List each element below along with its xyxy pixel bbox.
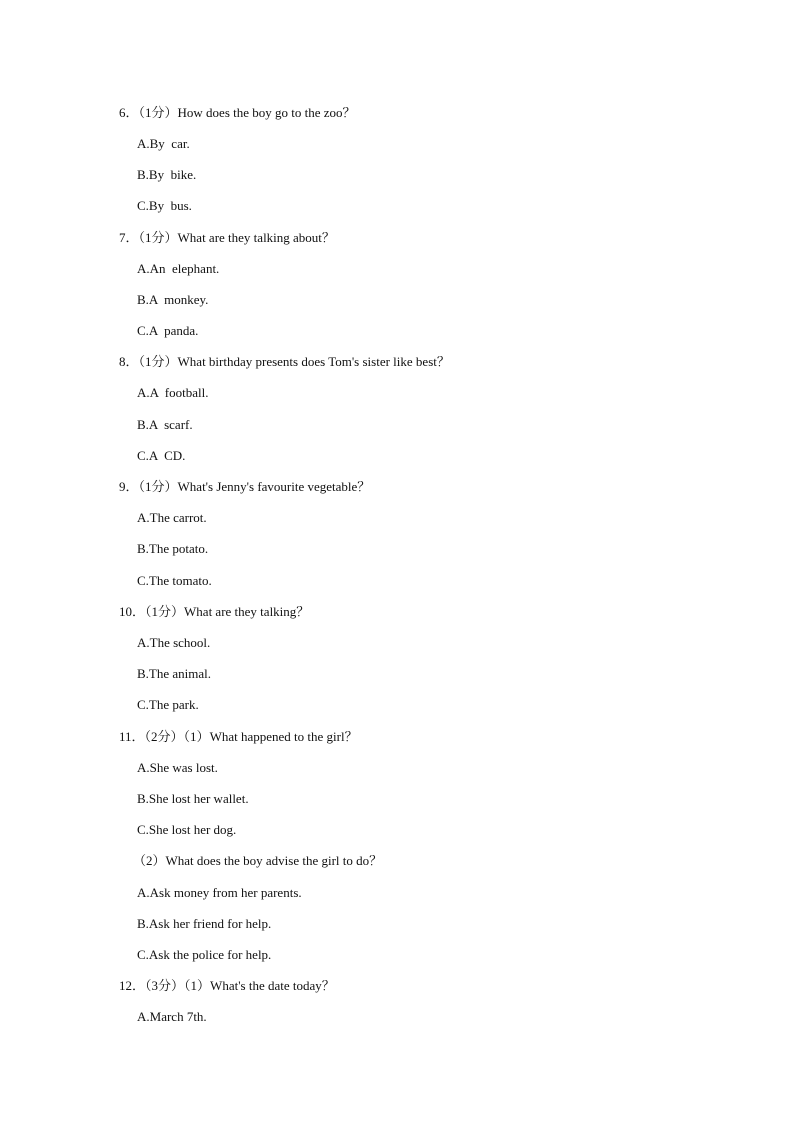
option-a: A.She was lost. xyxy=(137,760,218,775)
sub-question-number: （2） xyxy=(133,853,166,868)
question-6 xyxy=(119,105,356,121)
question-10 xyxy=(119,604,309,620)
option-a: A.A football. xyxy=(137,385,209,400)
question-score: （3分） xyxy=(145,978,185,993)
question-score: （1分） xyxy=(138,230,178,245)
question-score: （1分） xyxy=(138,105,178,120)
option-b: B.A monkey. xyxy=(137,292,209,307)
sub-question-number: （1） xyxy=(184,978,211,993)
question-text: How does the boy go to the zoo？ xyxy=(177,105,356,120)
question-score: （1分） xyxy=(138,354,178,369)
option-b: B.She lost her wallet. xyxy=(137,791,249,806)
option-a: A.The school. xyxy=(137,635,211,650)
question-text: What birthday presents does Tom's sister like best？ xyxy=(177,354,450,369)
option-c: C.The tomato. xyxy=(137,573,212,588)
option-c: C.She lost her dog. xyxy=(137,822,237,837)
question-text: What are they talking about？ xyxy=(177,230,335,245)
question-number: 7． xyxy=(119,230,139,245)
option-b: B.The animal. xyxy=(137,666,212,681)
option-a: A.The carrot. xyxy=(137,510,207,525)
question-number: 6． xyxy=(119,105,139,120)
option-c: C.By bus. xyxy=(137,198,192,213)
question-11 xyxy=(119,729,358,745)
question-9 xyxy=(119,479,370,495)
option-c: C.The park. xyxy=(137,697,199,712)
question-text: What's Jenny's favourite vegetable？ xyxy=(177,479,371,494)
option-b: B.Ask her friend for help. xyxy=(137,916,272,931)
question-12 xyxy=(119,978,335,994)
question-score: （1分） xyxy=(145,604,185,619)
question-number: 9． xyxy=(119,479,139,494)
question-number: 12． xyxy=(119,978,146,993)
question-text: What's the date today？ xyxy=(210,978,335,993)
option-c: C.A CD. xyxy=(137,448,186,463)
option-b: B.The potato. xyxy=(137,541,209,556)
sub-question-11-2 xyxy=(133,853,382,869)
question-number: 11． xyxy=(119,729,145,744)
question-text: What are they talking？ xyxy=(184,604,310,619)
option-a: A.Ask money from her parents. xyxy=(137,885,302,900)
option-b: B.By bike. xyxy=(137,167,197,182)
sub-question-number: （1） xyxy=(183,729,210,744)
question-8 xyxy=(119,354,450,370)
question-score: （1分） xyxy=(138,479,178,494)
option-c: C.A panda. xyxy=(137,323,199,338)
question-number: 10． xyxy=(119,604,146,619)
option-a: A.March 7th. xyxy=(137,1009,207,1024)
option-a: A.By car. xyxy=(137,136,190,151)
option-c: C.Ask the police for help. xyxy=(137,947,272,962)
question-number: 8． xyxy=(119,354,139,369)
question-text: What happened to the girl？ xyxy=(209,729,358,744)
question-score: （2分） xyxy=(144,729,184,744)
option-b: B.A scarf. xyxy=(137,417,193,432)
question-text: What does the boy advise the girl to do？ xyxy=(165,853,383,868)
option-a: A.An elephant. xyxy=(137,261,220,276)
question-7 xyxy=(119,230,335,246)
